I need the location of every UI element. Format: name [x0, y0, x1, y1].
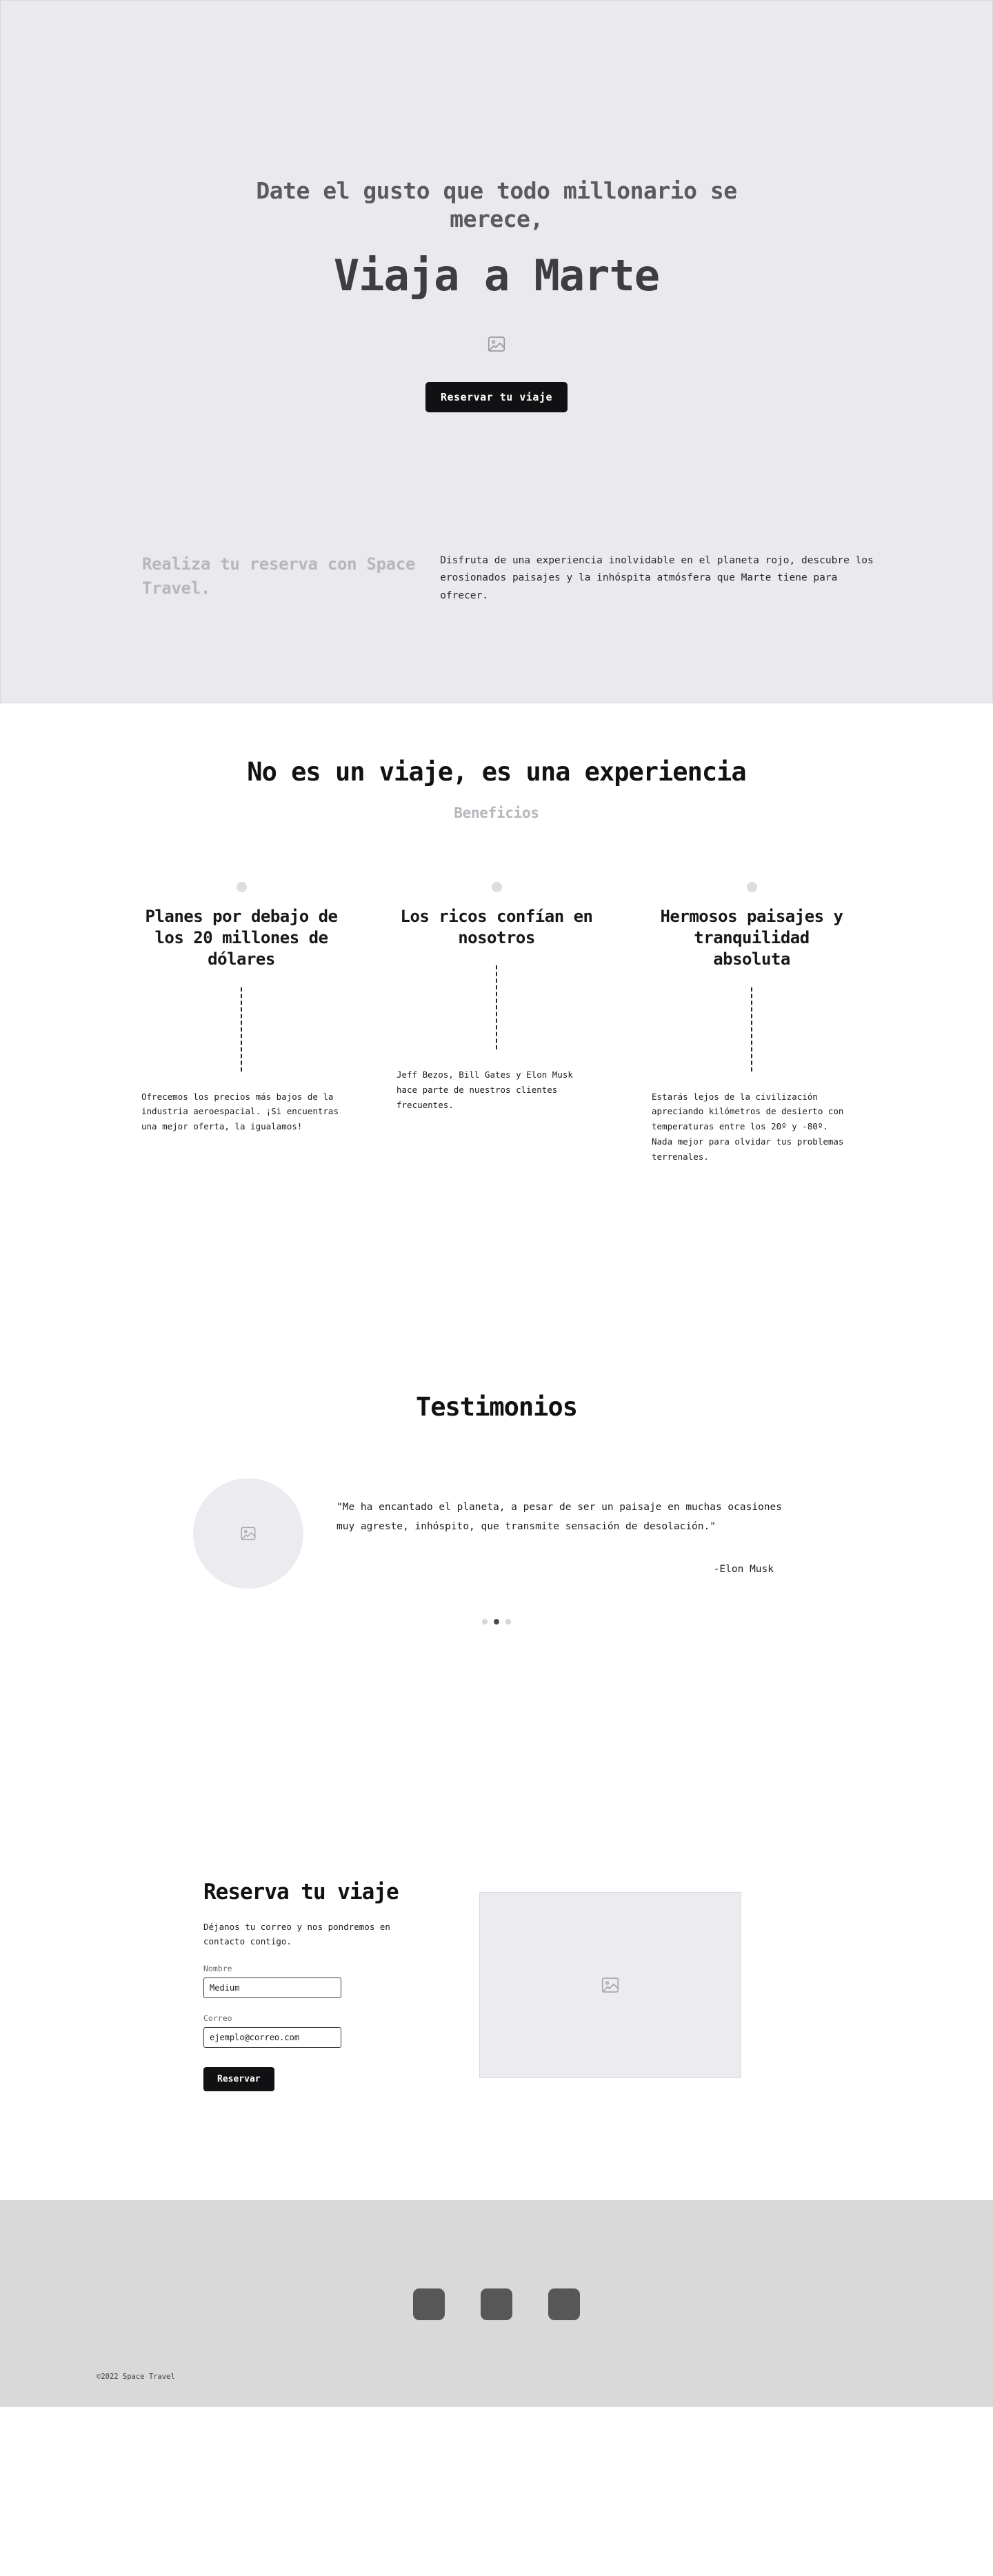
book-trip-button[interactable]: Reservar tu viaje [425, 382, 568, 412]
testimonial-quote: "Me ha encantado el planeta, a pesar de ser un paisaje en muchas ocasiones muy agreste, inhóspito, que transmite sensación de desolación." [337, 1501, 783, 1533]
copyright-text: ©2022 Space Travel [97, 2373, 175, 2382]
benefit-card-title: Los ricos confían en nosotros [400, 907, 593, 948]
benefit-card [397, 882, 596, 1165]
name-input[interactable] [203, 1978, 341, 1998]
booking-section [0, 1624, 993, 2092]
benefit-cards [141, 882, 852, 1165]
dashed-connector [241, 987, 242, 1071]
testimonial-item [193, 1478, 800, 1589]
hero-kicker: Date el gusto que todo millonario se merece, [256, 177, 737, 233]
dashed-connector [751, 987, 752, 1071]
field-email [203, 2013, 417, 2048]
benefit-card-title: Planes por debajo de los 20 millones de dólares [145, 907, 338, 969]
testimonials-section [0, 1165, 993, 1624]
avatar [193, 1478, 303, 1589]
testimonial-text-wrap [337, 1478, 800, 1576]
bullet-dot-icon [747, 882, 757, 892]
booking-image-placeholder [479, 1892, 741, 2078]
name-label: Nombre [203, 1964, 232, 1974]
reserve-button[interactable]: Reservar [203, 2067, 274, 2091]
footer [0, 2200, 993, 2407]
email-label: Correo [203, 2013, 232, 2024]
social-links [0, 2200, 993, 2320]
hero-section [0, 0, 993, 703]
bullet-dot-icon [492, 882, 502, 892]
social-icon-3[interactable] [548, 2288, 580, 2320]
hero-columns [142, 552, 883, 605]
carousel-dot-2[interactable] [494, 1619, 499, 1624]
testimonial-author: -Elon Musk [713, 1564, 774, 1576]
field-name [203, 1964, 417, 1998]
benefit-card-body: Jeff Bezos, Bill Gates y Elon Musk hace parte de nuestros clientes frecuentes. [397, 1069, 573, 1111]
hero-left-heading: Realiza tu reserva con Space Travel. [142, 554, 416, 598]
email-input[interactable] [203, 2027, 341, 2048]
benefits-subtitle: Beneficios [454, 805, 539, 821]
bullet-dot-icon [237, 882, 247, 892]
benefits-section [0, 703, 993, 1165]
booking-inner [141, 1880, 852, 2092]
dashed-connector [496, 965, 497, 1049]
carousel-dots[interactable] [0, 1619, 993, 1624]
benefit-card [141, 882, 341, 1165]
booking-subtitle: Déjanos tu correo y nos pondremos en contacto contigo. [203, 1921, 390, 1947]
carousel-dot-3[interactable] [505, 1619, 511, 1624]
testimonials-title: Testimonios [415, 1391, 578, 1422]
hero-content [1, 1, 992, 412]
social-icon-2[interactable] [481, 2288, 512, 2320]
benefit-card-body: Ofrecemos los precios más bajos de la industria aeroespacial. ¡Si encuentras una mejor oferta, la igualamos! [141, 1091, 339, 1132]
benefit-card-body: Estarás lejos de la civilización apreciando kilómetros de desierto con temperaturas entre los 20º y -80º. Nada mejor para olvidar tus problemas terrenales. [652, 1091, 844, 1163]
image-placeholder-icon [485, 332, 508, 356]
benefit-card [652, 882, 852, 1165]
booking-title: Reserva tu viaje [203, 1879, 399, 1904]
carousel-dot-1[interactable] [482, 1619, 488, 1624]
page-title: Viaja a Marte [333, 250, 660, 301]
booking-form [141, 1880, 417, 2092]
benefits-title: No es un viaje, es una experiencia [247, 757, 746, 787]
hero-right-paragraph: Disfruta de una experiencia inolvidable en el planeta rojo, descubre los erosionados paisajes y la inhóspita atmósfera que Marte tiene para ofrecer. [440, 555, 874, 601]
benefit-card-title: Hermosos paisajes y tranquilidad absoluta [660, 907, 843, 969]
social-icon-1[interactable] [413, 2288, 445, 2320]
